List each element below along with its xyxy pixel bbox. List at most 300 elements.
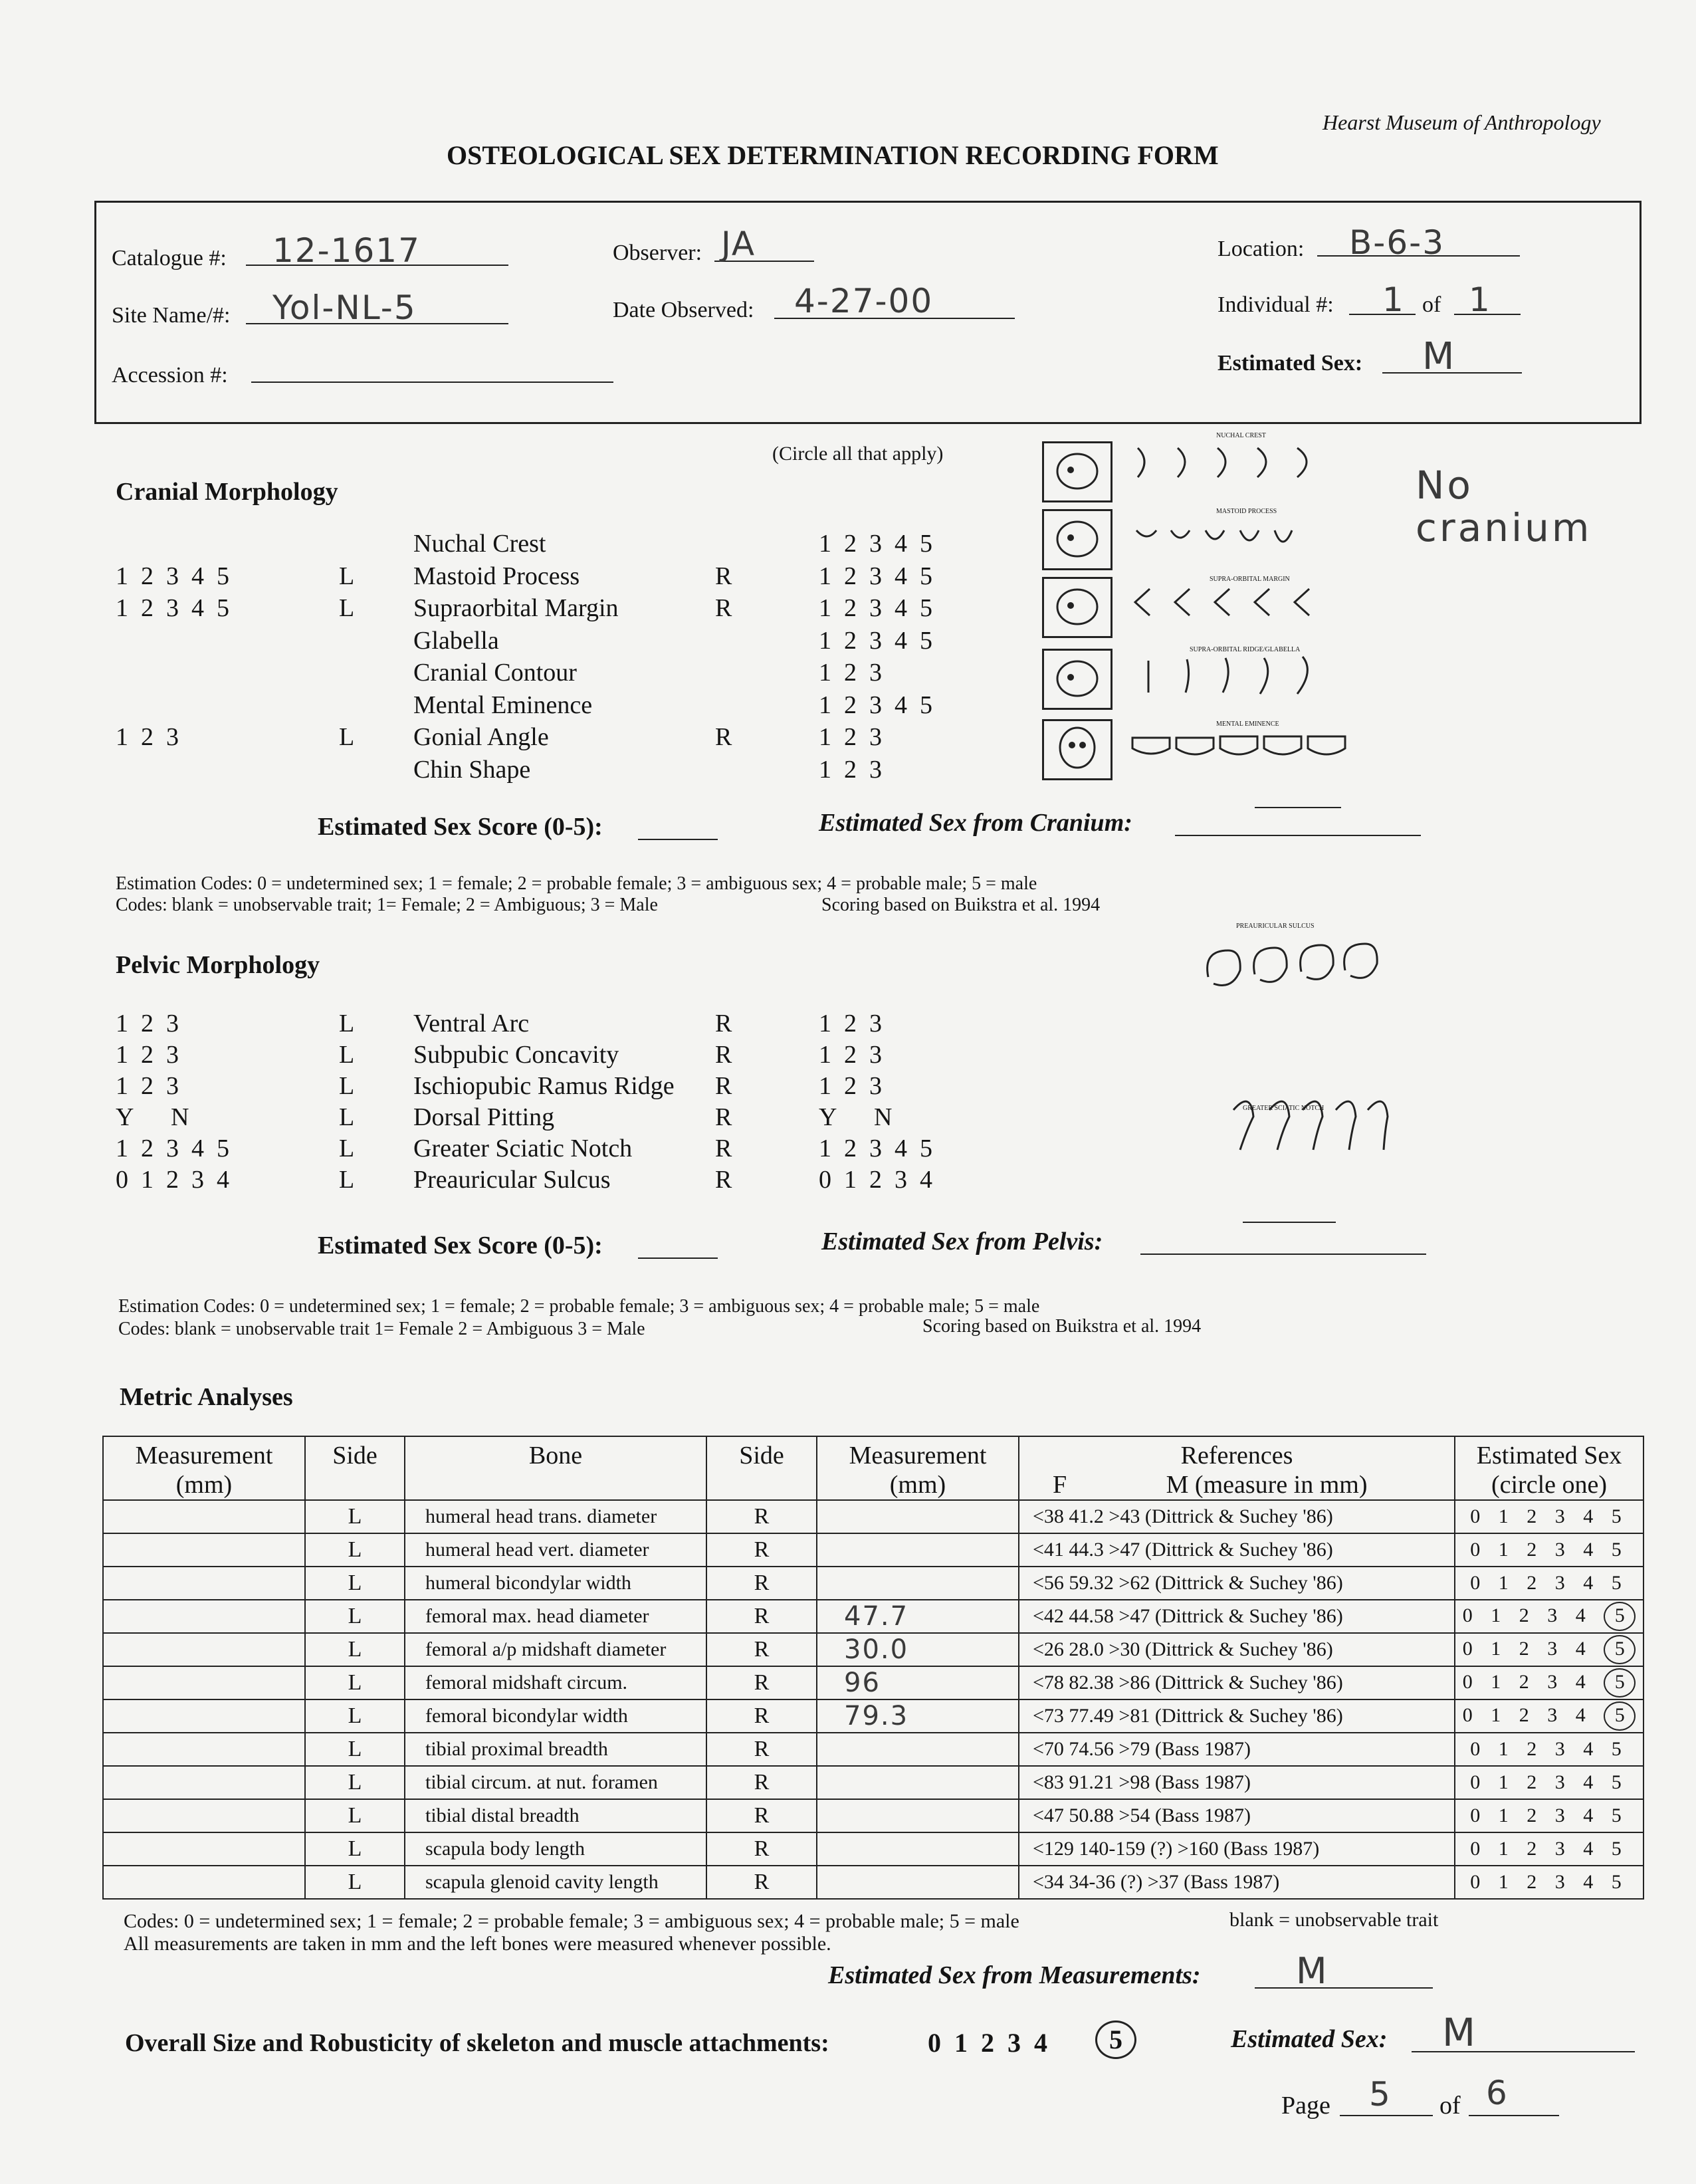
trait-side-right: R (715, 1010, 732, 1037)
est-option[interactable]: 0 (1462, 1638, 1479, 1660)
pelvic-score-line[interactable] (638, 1257, 718, 1259)
reference-cell: <47 50.88 >54 (Bass 1987) (1019, 1799, 1455, 1832)
reference-cell: <83 91.21 >98 (Bass 1987) (1019, 1766, 1455, 1799)
side-left-cell: L (305, 1799, 405, 1832)
col-measurement-right-label: Measurement (mm) (849, 1442, 987, 1499)
est-option[interactable]: 4 (1583, 1738, 1600, 1760)
site-value[interactable]: Yol-NL-5 (272, 288, 417, 327)
page-total[interactable]: 6 (1486, 2074, 1509, 2112)
trait-side-left: L (339, 1103, 355, 1131)
est-option[interactable]: 5 (1604, 1635, 1636, 1664)
overall-scale: 0 1 2 3 4 (928, 2028, 1047, 2058)
reference-cell: <129 140-159 (?) >160 (Bass 1987) (1019, 1832, 1455, 1866)
measurement-left-cell[interactable] (103, 1832, 305, 1866)
metric-heading: Metric Analyses (120, 1383, 293, 1411)
est-option[interactable]: 2 (1527, 1838, 1544, 1860)
references-f: F (1053, 1471, 1067, 1499)
pelvic-sex-line[interactable] (1140, 1254, 1426, 1255)
side-left-cell: L (305, 1866, 405, 1899)
trait-side-right: R (715, 1041, 732, 1069)
trait-side-right: R (715, 1166, 732, 1194)
pelvic-heading: Pelvic Morphology (116, 951, 320, 979)
measurement-right-cell[interactable] (817, 1567, 1019, 1600)
measurements-sex-value[interactable]: M (1296, 1950, 1328, 1992)
est-option[interactable]: 1 (1498, 1838, 1515, 1860)
trait-score-right[interactable]: 1 2 3 4 5 (819, 562, 932, 590)
form-title: OSTEOLOGICAL SEX DETERMINATION RECORDING FORM (447, 140, 1219, 170)
col-side-left-label: Side (332, 1442, 377, 1470)
skull-diagram-mental-icon (1042, 719, 1113, 780)
overall-sex-value[interactable]: M (1442, 2010, 1477, 2055)
col-side-left (305, 1436, 405, 1500)
est-option[interactable]: 4 (1583, 1572, 1600, 1594)
bone-cell: femoral bicondylar width (405, 1699, 706, 1733)
measurement-left-cell[interactable] (103, 1633, 305, 1666)
estimated-sex-cell[interactable] (1455, 1633, 1643, 1666)
estimated-sex-cell[interactable] (1455, 1666, 1643, 1699)
reference-cell: <26 28.0 >30 (Dittrick & Suchey '86) (1019, 1633, 1455, 1666)
est-option[interactable]: 2 (1527, 1871, 1544, 1893)
trait-shape-sketches (1130, 432, 1356, 778)
col-bone (405, 1436, 706, 1500)
side-right-cell: R (706, 1733, 817, 1766)
references-m: M (measure in mm) (1166, 1471, 1368, 1499)
measurements-sex-line (1255, 1987, 1433, 1989)
metric-codes-2: All measurements are taken in mm and the left bones were measured whenever possible. (124, 1933, 831, 1955)
est-option[interactable]: 5 (1604, 1701, 1636, 1731)
est-option[interactable]: 5 (1611, 1539, 1628, 1561)
metric-table (102, 1436, 1644, 1900)
est-option[interactable]: 5 (1611, 1572, 1628, 1594)
est-option[interactable]: 0 (1462, 1604, 1479, 1626)
measurement-right-cell[interactable] (817, 1733, 1019, 1766)
est-option[interactable]: 0 (1470, 1738, 1487, 1760)
measurement-left-cell[interactable] (103, 1733, 305, 1766)
est-option[interactable]: 4 (1575, 1704, 1592, 1726)
pelvic-score-label: Estimated Sex Score (0-5): (318, 1232, 603, 1259)
diagram-label-mental: MENTAL EMINENCE (1216, 720, 1279, 728)
est-option[interactable]: 0 (1470, 1804, 1487, 1826)
table-row (103, 1699, 1643, 1733)
trait-side-left: L (339, 723, 355, 751)
measurements-sex-label: Estimated Sex from Measurements: (828, 1961, 1201, 1989)
references-title: References (1180, 1442, 1293, 1470)
side-left-cell: L (305, 1500, 405, 1533)
measurement-right-cell[interactable] (817, 1500, 1019, 1533)
skull-diagram-supraorbital-icon (1042, 577, 1113, 638)
trait-name: Chin Shape (413, 755, 531, 784)
est-option[interactable]: 1 (1491, 1671, 1508, 1693)
circle-note: (Circle all that apply) (772, 443, 944, 465)
est-option[interactable]: 1 (1498, 1804, 1515, 1826)
catalogue-label: Catalogue #: (112, 246, 227, 271)
side-left-cell: L (305, 1733, 405, 1766)
est-option[interactable]: 4 (1583, 1771, 1600, 1793)
pelvic-codes-1: Estimation Codes: 0 = undetermined sex; 1 = female; 2 = probable female; 3 = ambiguous sex; 4 = probable male; 5 = male (118, 1296, 1040, 1317)
handwritten-note-no: No (1416, 463, 1473, 508)
trait-score-left[interactable]: 1 2 3 4 5 (116, 1135, 229, 1162)
date-value[interactable]: 4-27-00 (794, 282, 934, 320)
side-right-cell: R (706, 1500, 817, 1533)
trait-score-left[interactable]: 1 2 3 4 5 (116, 562, 229, 590)
table-row (103, 1600, 1643, 1633)
trait-name: Gonial Angle (413, 723, 549, 751)
trait-side-right: R (715, 1135, 732, 1162)
cranial-heading: Cranial Morphology (116, 478, 338, 506)
trait-side-left: L (339, 1135, 355, 1162)
est-option[interactable]: 4 (1575, 1671, 1592, 1693)
side-right-cell: R (706, 1666, 817, 1699)
museum-name: Hearst Museum of Anthropology (1323, 110, 1601, 134)
pelvic-codes-2: Codes: blank = unobservable trait 1= Female 2 = Ambiguous 3 = Male (118, 1319, 645, 1339)
side-left-cell: L (305, 1699, 405, 1733)
est-option[interactable]: 3 (1547, 1671, 1564, 1693)
bone-cell: femoral max. head diameter (405, 1600, 706, 1633)
trait-side-right: R (715, 1103, 732, 1131)
side-right-cell: R (706, 1600, 817, 1633)
est-option[interactable]: 1 (1491, 1704, 1508, 1726)
trait-score-right[interactable]: 1 2 3 4 5 (819, 626, 932, 655)
measurement-left-cell[interactable] (103, 1533, 305, 1567)
measurement-right-cell[interactable] (817, 1832, 1019, 1866)
col-bone-label: Bone (528, 1442, 583, 1470)
individual-total[interactable]: 1 (1469, 280, 1491, 319)
individual-value[interactable]: 1 (1382, 280, 1405, 319)
bone-cell: scapula glenoid cavity length (405, 1866, 706, 1899)
cranial-codes-2: Codes: blank = unobservable trait; 1= Female; 2 = Ambiguous; 3 = Male (116, 895, 658, 915)
trait-name: Preauricular Sulcus (413, 1166, 611, 1194)
measurement-left-cell[interactable] (103, 1500, 305, 1533)
estimated-sex-cell[interactable] (1455, 1766, 1643, 1799)
reference-cell: <73 77.49 >81 (Dittrick & Suchey '86) (1019, 1699, 1455, 1733)
diagram-label-sciatic: GREATER SCIATIC NOTCH (1243, 1105, 1325, 1112)
cranial-score-line[interactable] (638, 839, 718, 840)
est-option[interactable]: 3 (1554, 1539, 1572, 1561)
trait-side-left: L (339, 1072, 355, 1100)
trait-score-left[interactable]: 0 1 2 3 4 (116, 1166, 229, 1194)
trait-name: Ischiopubic Ramus Ridge (413, 1072, 675, 1100)
reference-cell: <70 74.56 >79 (Bass 1987) (1019, 1733, 1455, 1766)
trait-score-left[interactable]: 1 2 3 (116, 1010, 179, 1037)
pelvic-codes-ref: Scoring based on Buikstra et al. 1994 (922, 1316, 1202, 1337)
page-line (1340, 2115, 1433, 2116)
measurement-left-cell[interactable] (103, 1866, 305, 1899)
trait-score-right[interactable]: 1 2 3 (819, 659, 882, 687)
measurement-right-cell[interactable] (817, 1799, 1019, 1832)
est-option[interactable]: 1 (1498, 1771, 1515, 1793)
est-option[interactable]: 3 (1554, 1738, 1572, 1760)
est-option[interactable]: 0 (1470, 1771, 1487, 1793)
est-option[interactable]: 0 (1470, 1838, 1487, 1860)
trait-score-right[interactable]: 1 2 3 (819, 723, 882, 751)
accession-label: Accession #: (112, 363, 228, 387)
est-option[interactable]: 5 (1604, 1668, 1636, 1697)
cranial-codes-1: Estimation Codes: 0 = undetermined sex; 1 = female; 2 = probable female; 3 = ambiguous sex; 4 = probable male; 5 = male (116, 873, 1037, 894)
est-option[interactable]: 4 (1583, 1838, 1600, 1860)
estsex-value[interactable]: M (1422, 335, 1456, 378)
est-option[interactable]: 3 (1547, 1704, 1564, 1726)
est-option[interactable]: 2 (1527, 1505, 1544, 1527)
trait-name: Nuchal Crest (413, 530, 546, 558)
est-option[interactable]: 3 (1547, 1604, 1564, 1626)
side-right-cell: R (706, 1832, 817, 1866)
side-left-cell: L (305, 1600, 405, 1633)
catalogue-value[interactable]: 12-1617 (272, 231, 421, 270)
metric-table-body (103, 1500, 1643, 1899)
measurement-left-cell[interactable] (103, 1600, 305, 1633)
trait-score-right[interactable]: 1 2 3 4 5 (819, 1135, 932, 1162)
trait-score-left[interactable]: 1 2 3 (116, 723, 179, 751)
bone-cell: tibial proximal breadth (405, 1733, 706, 1766)
trait-side-left: L (339, 1041, 355, 1069)
col-measurement-right (817, 1436, 1019, 1500)
trait-side-right: R (715, 1072, 732, 1100)
measurement-left-cell[interactable] (103, 1666, 305, 1699)
trait-score-right[interactable]: 1 2 3 4 5 (819, 691, 932, 719)
measurement-right-cell[interactable]: 79.3 (817, 1699, 1019, 1733)
est-option[interactable]: 3 (1554, 1871, 1572, 1893)
est-option[interactable]: 2 (1527, 1539, 1544, 1561)
measurement-right-cell[interactable] (817, 1866, 1019, 1899)
bone-cell: femoral midshaft circum. (405, 1666, 706, 1699)
est-option[interactable]: 2 (1527, 1804, 1544, 1826)
reference-cell: <42 44.58 >47 (Dittrick & Suchey '86) (1019, 1600, 1455, 1633)
col-side-right-label: Side (739, 1442, 784, 1470)
trait-score-right[interactable]: 1 2 3 4 5 (819, 530, 932, 558)
measurement-left-cell[interactable] (103, 1567, 305, 1600)
bone-cell: humeral head vert. diameter (405, 1533, 706, 1567)
side-left-cell: L (305, 1633, 405, 1666)
trait-name: Mastoid Process (413, 562, 580, 590)
trait-name: Subpubic Concavity (413, 1041, 619, 1069)
side-right-cell: R (706, 1766, 817, 1799)
col-measurement-left-label: Measurement (mm) (135, 1442, 273, 1499)
cranial-codes-ref: Scoring based on Buikstra et al. 1994 (821, 895, 1101, 915)
est-option[interactable]: 1 (1491, 1604, 1508, 1626)
overall-label: Overall Size and Robusticity of skeleton and muscle attachments: (125, 2029, 829, 2057)
measurement-right-cell[interactable]: 96 (817, 1666, 1019, 1699)
trait-score-left[interactable]: 1 2 3 (116, 1072, 179, 1100)
est-option[interactable]: 2 (1527, 1771, 1544, 1793)
est-option[interactable]: 5 (1604, 1602, 1636, 1631)
table-row (103, 1733, 1643, 1766)
trait-name: Ventral Arc (413, 1010, 530, 1037)
estimated-sex-cell[interactable] (1455, 1567, 1643, 1600)
trait-score-right[interactable]: 1 2 3 (819, 1010, 882, 1037)
trait-side-right: R (715, 723, 732, 751)
col-references (1019, 1436, 1455, 1500)
est-option[interactable]: 5 (1611, 1838, 1628, 1860)
col-side-right (706, 1436, 817, 1500)
est-option[interactable]: 3 (1554, 1838, 1572, 1860)
trait-side-left: L (339, 1010, 355, 1037)
trait-score-right[interactable]: 1 2 3 (819, 1072, 882, 1100)
bone-cell: tibial distal breadth (405, 1799, 706, 1832)
trait-name: Greater Sciatic Notch (413, 1135, 633, 1162)
pelvic-dash (1243, 1222, 1336, 1223)
page-number[interactable]: 5 (1369, 2075, 1392, 2114)
trait-side-left: L (339, 594, 355, 622)
trait-score-left[interactable]: 1 2 3 4 5 (116, 594, 229, 622)
diagram-label-mastoid: MASTOID PROCESS (1216, 508, 1277, 515)
table-row (103, 1766, 1643, 1799)
est-option[interactable]: 1 (1498, 1572, 1515, 1594)
side-right-cell: R (706, 1633, 817, 1666)
skull-diagram-nuchal-icon (1042, 441, 1113, 502)
overall-circled-score[interactable]: 5 (1095, 2020, 1136, 2059)
est-option[interactable]: 3 (1554, 1804, 1572, 1826)
side-right-cell: R (706, 1699, 817, 1733)
est-option[interactable]: 4 (1583, 1505, 1600, 1527)
table-row (103, 1500, 1643, 1533)
skull-diagram-glabella-icon (1042, 649, 1113, 710)
table-row (103, 1832, 1643, 1866)
table-row (103, 1633, 1643, 1666)
estimated-sex-cell[interactable] (1455, 1600, 1643, 1633)
est-option[interactable]: 5 (1611, 1738, 1628, 1760)
overall-sex-label: Estimated Sex: (1231, 2025, 1388, 2053)
est-option[interactable]: 3 (1554, 1771, 1572, 1793)
pelvic-sex-label: Estimated Sex from Pelvis: (821, 1228, 1103, 1256)
cranial-score-label: Estimated Sex Score (0-5): (318, 813, 603, 841)
measurement-left-cell[interactable] (103, 1766, 305, 1799)
estimated-sex-cell[interactable] (1455, 1500, 1643, 1533)
est-option[interactable]: 1 (1498, 1871, 1515, 1893)
est-option[interactable]: 5 (1611, 1871, 1628, 1893)
trait-side-left: L (339, 1166, 355, 1194)
table-row (103, 1666, 1643, 1699)
location-value[interactable]: B-6-3 (1349, 223, 1445, 262)
individual-of: of (1422, 292, 1441, 317)
side-left-cell: L (305, 1533, 405, 1567)
est-option[interactable]: 2 (1519, 1704, 1536, 1726)
estsex-label: Estimated Sex: (1218, 351, 1363, 376)
trait-name: Cranial Contour (413, 659, 577, 687)
side-right-cell: R (706, 1799, 817, 1832)
trait-name: Dorsal Pitting (413, 1103, 555, 1131)
est-option[interactable]: 4 (1583, 1539, 1600, 1561)
skull-diagram-mastoid-icon (1042, 509, 1113, 570)
bone-cell: tibial circum. at nut. foramen (405, 1766, 706, 1799)
trait-score-left[interactable]: Y N (116, 1103, 189, 1131)
page-of: of (1439, 2092, 1461, 2120)
measurement-right-cell[interactable]: 47.7 (817, 1600, 1019, 1633)
col-estimated-sex (1455, 1436, 1643, 1500)
observer-value[interactable]: JA (721, 225, 756, 263)
est-option[interactable]: 5 (1611, 1804, 1628, 1826)
estimated-sex-cell[interactable] (1455, 1799, 1643, 1832)
trait-score-right[interactable]: 1 2 3 (819, 755, 882, 784)
est-option[interactable]: 2 (1527, 1572, 1544, 1594)
trait-score-right[interactable]: 1 2 3 (819, 1041, 882, 1069)
est-option[interactable]: 4 (1583, 1804, 1600, 1826)
est-option[interactable]: 3 (1547, 1638, 1564, 1660)
reference-cell: <38 41.2 >43 (Dittrick & Suchey '86) (1019, 1500, 1455, 1533)
side-left-cell: L (305, 1666, 405, 1699)
side-right-cell: R (706, 1866, 817, 1899)
table-row (103, 1866, 1643, 1899)
col-measurement-left (103, 1436, 305, 1500)
est-option[interactable]: 4 (1583, 1871, 1600, 1893)
est-option[interactable]: 0 (1470, 1539, 1487, 1561)
estimated-sex-cell[interactable] (1455, 1699, 1643, 1733)
est-option[interactable]: 1 (1491, 1638, 1508, 1660)
accession-line[interactable] (251, 382, 613, 383)
est-option[interactable]: 0 (1470, 1505, 1487, 1527)
site-label: Site Name/#: (112, 303, 231, 328)
estimated-sex-cell[interactable] (1455, 1832, 1643, 1866)
est-option[interactable]: 2 (1519, 1671, 1536, 1693)
est-option[interactable]: 5 (1611, 1771, 1628, 1793)
estimated-sex-cell[interactable] (1455, 1733, 1643, 1766)
bone-cell: humeral bicondylar width (405, 1567, 706, 1600)
metric-codes-blank: blank = unobservable trait (1229, 1909, 1439, 1931)
est-option[interactable]: 1 (1498, 1539, 1515, 1561)
observer-label: Observer: (613, 241, 702, 265)
est-option[interactable]: 2 (1519, 1604, 1536, 1626)
side-right-cell: R (706, 1533, 817, 1567)
est-option[interactable]: 4 (1575, 1604, 1592, 1626)
est-option[interactable]: 2 (1519, 1638, 1536, 1660)
diagram-label-supraorbital: SUPRA-ORBITAL MARGIN (1210, 576, 1290, 583)
est-option[interactable]: 0 (1470, 1572, 1487, 1594)
measurement-right-cell[interactable] (817, 1533, 1019, 1567)
est-option[interactable]: 3 (1554, 1505, 1572, 1527)
estimated-sex-cell[interactable] (1455, 1533, 1643, 1567)
individual-label: Individual #: (1218, 292, 1334, 317)
est-option[interactable]: 1 (1498, 1738, 1515, 1760)
trait-score-right[interactable]: 0 1 2 3 4 (819, 1166, 932, 1194)
est-option[interactable]: 2 (1527, 1738, 1544, 1760)
bone-cell: humeral head trans. diameter (405, 1500, 706, 1533)
trait-score-right[interactable]: 1 2 3 4 5 (819, 594, 932, 622)
table-row (103, 1799, 1643, 1832)
cranial-sex-label: Estimated Sex from Cranium: (819, 809, 1132, 837)
trait-name: Supraorbital Margin (413, 594, 619, 622)
estimated-sex-cell[interactable] (1455, 1866, 1643, 1899)
est-option[interactable]: 4 (1575, 1638, 1592, 1660)
diagram-label-preauricular: PREAURICULAR SULCUS (1236, 923, 1315, 930)
est-option[interactable]: 1 (1498, 1505, 1515, 1527)
reference-cell: <56 59.32 >62 (Dittrick & Suchey '86) (1019, 1567, 1455, 1600)
cranial-sex-line[interactable] (1175, 835, 1421, 836)
side-right-cell: R (706, 1567, 817, 1600)
est-option[interactable]: 0 (1470, 1871, 1487, 1893)
measurement-right-cell[interactable] (817, 1766, 1019, 1799)
trait-score-right[interactable]: Y N (819, 1103, 893, 1131)
metric-codes-1: Codes: 0 = undetermined sex; 1 = female; 2 = probable female; 3 = ambiguous sex; 4 = probable male; 5 = male (124, 1910, 1019, 1932)
side-left-cell: L (305, 1567, 405, 1600)
est-option[interactable]: 0 (1462, 1704, 1479, 1726)
est-option[interactable]: 0 (1462, 1671, 1479, 1693)
measurement-left-cell[interactable] (103, 1799, 305, 1832)
measurement-left-cell[interactable] (103, 1699, 305, 1733)
side-left-cell: L (305, 1766, 405, 1799)
date-label: Date Observed: (613, 298, 754, 322)
trait-name: Mental Eminence (413, 691, 593, 719)
handwritten-note-cranium: cranium (1416, 505, 1592, 550)
col-estimated-sex-label: Estimated Sex (circle one) (1476, 1442, 1622, 1499)
est-option[interactable]: 3 (1554, 1572, 1572, 1594)
cranial-dash (1255, 807, 1341, 808)
table-row (103, 1533, 1643, 1567)
location-label: Location: (1218, 237, 1305, 261)
trait-score-left[interactable]: 1 2 3 (116, 1041, 179, 1069)
est-option[interactable]: 5 (1611, 1505, 1628, 1527)
diagram-label-nuchal: NUCHAL CREST (1216, 432, 1266, 439)
measurement-right-cell[interactable]: 30.0 (817, 1633, 1019, 1666)
table-row (103, 1567, 1643, 1600)
